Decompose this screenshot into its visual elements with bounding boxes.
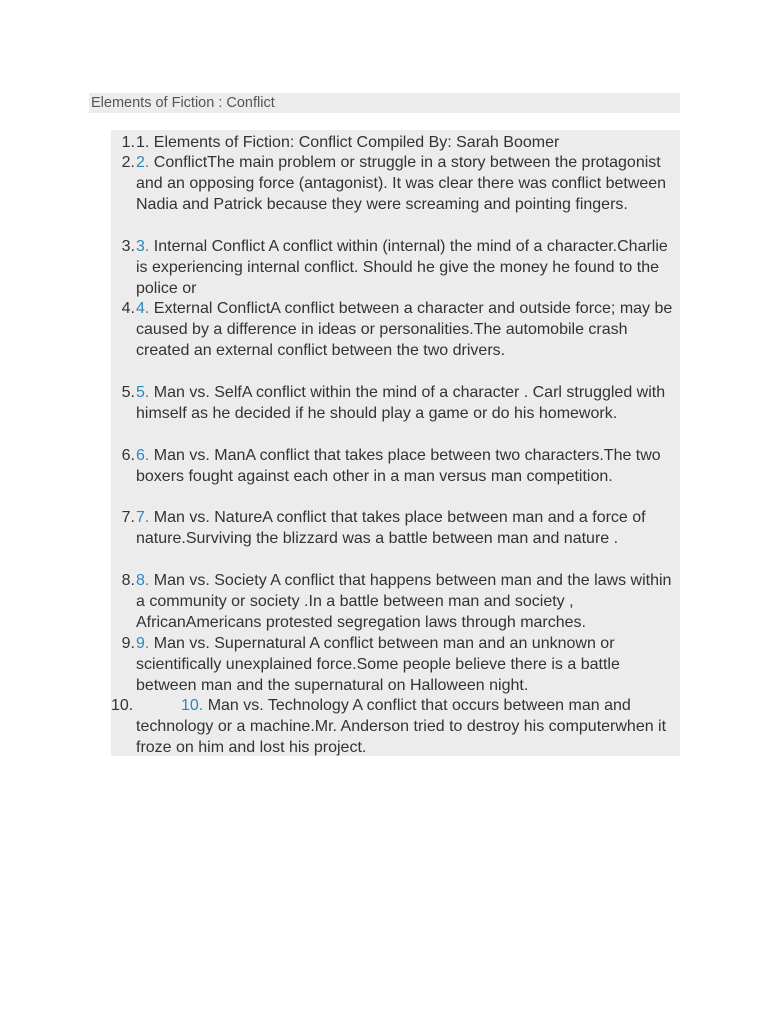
item-text: External ConflictA conflict between a character and outside force; may be caused by a difference in ideas or personalities.The automobile crash created an external conflict between the two drivers. xyxy=(136,300,673,359)
item-text: Man vs. NatureA conflict that takes place between man and a force of nature.Surviving the blizzard was a battle between man and nature . xyxy=(136,509,646,547)
item-number: 3. xyxy=(121,238,135,255)
list-item xyxy=(111,445,680,487)
item-link[interactable]: 9. xyxy=(136,635,150,652)
list-item xyxy=(111,382,680,424)
item-link[interactable]: 6. xyxy=(136,447,150,464)
item-number: 9. xyxy=(121,635,135,652)
item-link[interactable]: 2. xyxy=(136,154,150,171)
item-link[interactable]: 10. xyxy=(181,697,204,714)
item-text: Man vs. Technology A conflict that occurs between man and technology or a machine.Mr. Anderson tried to destroy his computerwhen it froze on him and lost his project. xyxy=(136,697,667,756)
list-item xyxy=(111,507,680,549)
item-link[interactable]: 3. xyxy=(136,238,150,255)
item-text: Internal Conflict A conflict within (internal) the mind of a character.Charlie is experiencing internal conflict. Should he give the money he found to the police or xyxy=(136,238,668,297)
list-item xyxy=(111,570,680,633)
item-link[interactable]: 8. xyxy=(136,572,150,589)
item-number: 7. xyxy=(121,509,135,526)
item-text: Man vs. ManA conflict that takes place between two characters.The two boxers fought against each other in a man versus man competition. xyxy=(136,447,661,485)
item-text: 1. Elements of Fiction: Conflict Compiled By: Sarah Boomer xyxy=(136,134,560,151)
item-number: 1. xyxy=(121,134,135,151)
item-number: 8. xyxy=(121,572,135,589)
item-link[interactable]: 5. xyxy=(136,384,150,401)
item-text: Man vs. SelfA conflict within the mind of a character . Carl struggled with himself as he decided if he should play a game or do his homework. xyxy=(136,384,666,422)
list-item xyxy=(111,695,680,758)
item-text: ConflictThe main problem or struggle in a story between the protagonist and an opposing force (antagonist). It was clear there was conflict between Nadia and Patrick because they were screaming and pointing fingers. xyxy=(136,154,667,213)
conflict-list xyxy=(111,130,680,756)
item-number: 6. xyxy=(121,447,135,464)
list-item xyxy=(111,298,680,361)
item-number: 2. xyxy=(121,154,135,171)
item-text: Man vs. Supernatural A conflict between man and an unknown or scientifically unexplained force.Some people believe there is a battle between man and the supernatural on Halloween night. xyxy=(136,635,620,694)
list-item xyxy=(111,152,680,215)
list-item xyxy=(111,132,680,153)
page-title: Elements of Fiction : Conflict xyxy=(89,93,680,113)
item-number: 5. xyxy=(121,384,135,401)
list-item xyxy=(111,236,680,299)
item-link[interactable]: 4. xyxy=(136,300,150,317)
item-text: Man vs. Society A conflict that happens between man and the laws within a community or society .In a battle between man and society , AfricanAmericans protested segregation laws through marches. xyxy=(136,572,672,631)
item-number: 4. xyxy=(121,300,135,317)
list-item xyxy=(111,633,680,696)
item-number: 10. xyxy=(111,697,134,714)
item-link[interactable]: 7. xyxy=(136,509,150,526)
